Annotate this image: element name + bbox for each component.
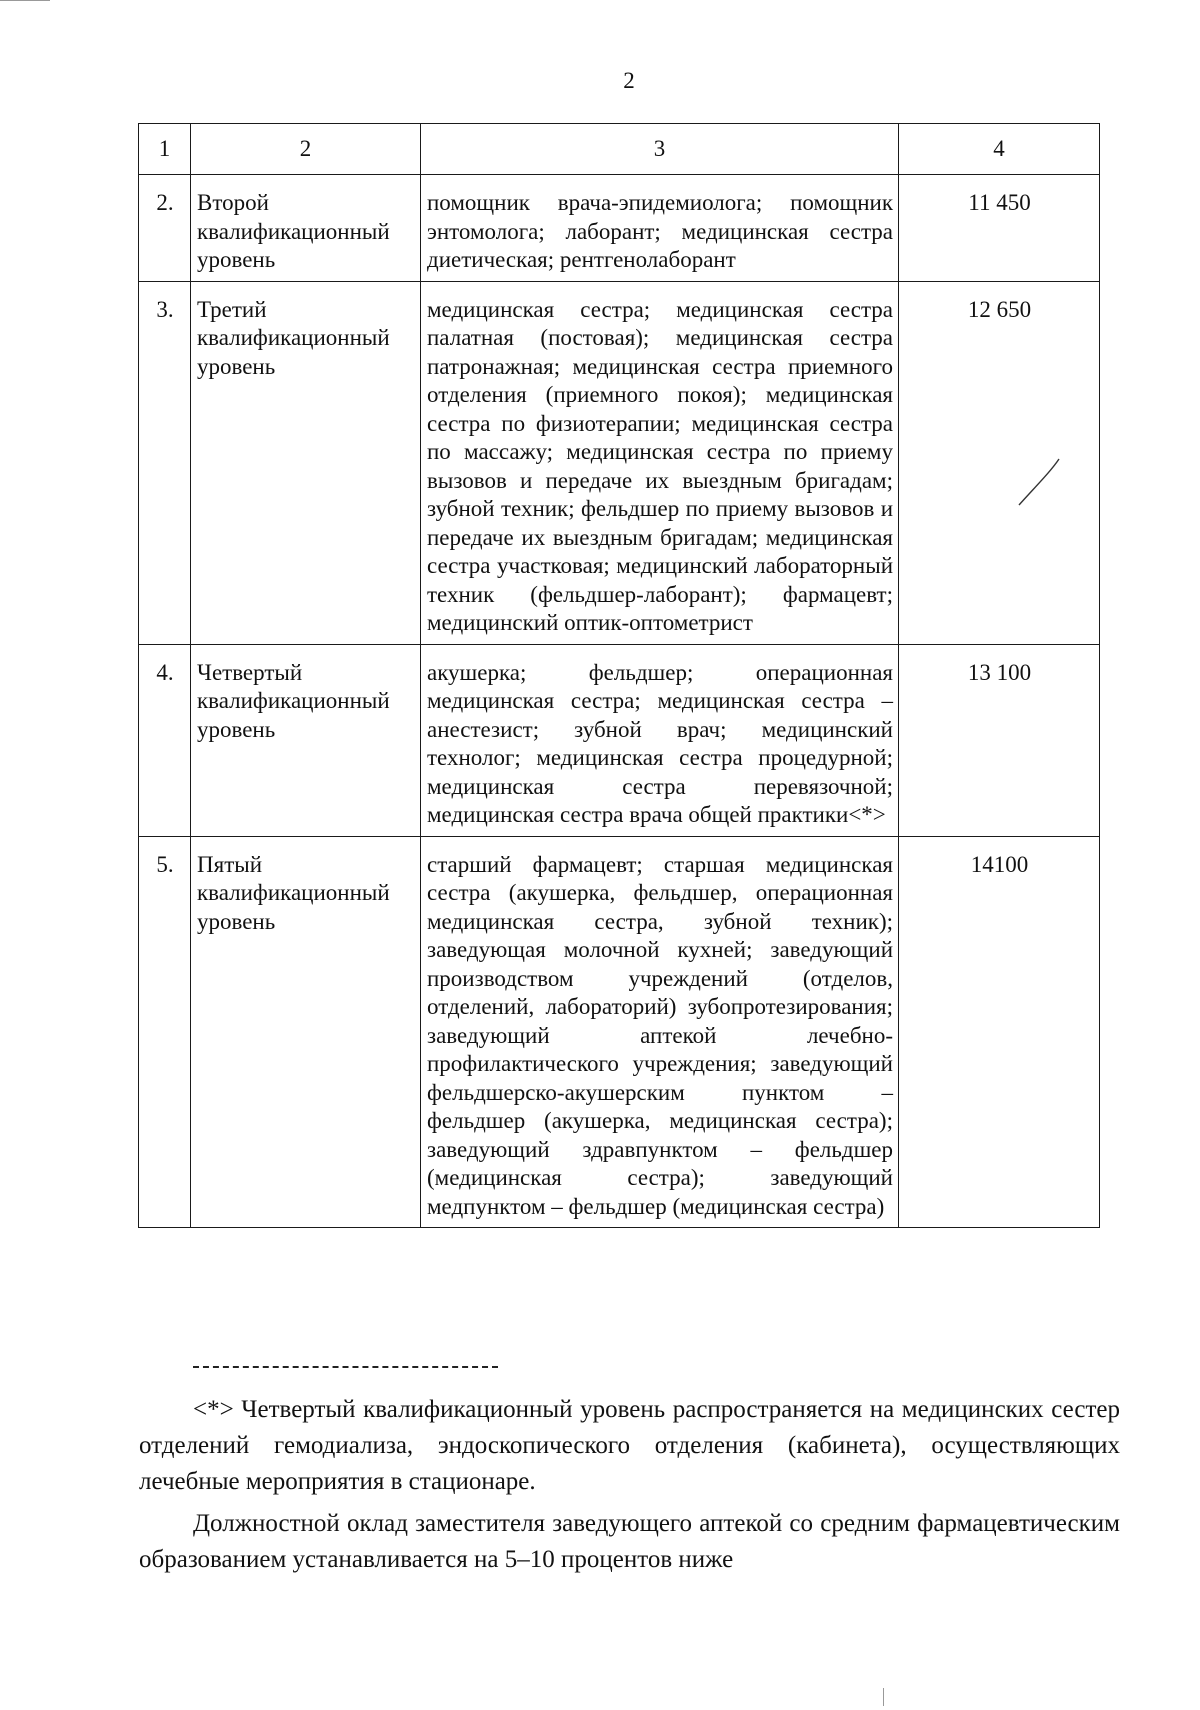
- qualification-level: Четвертый квалификационный уровень: [191, 644, 421, 836]
- positions-list: помощник врача-эпидемиолога; помощник энтомолога; лаборант; медицинская сестра диетическая; рентгенолаборант: [421, 175, 899, 282]
- scan-artifact: [883, 1688, 884, 1706]
- positions-list: старший фармацевт; старшая медицинская сестра (акушерка, фельдшер, операционная медицинская сестра, зубной техник); заведующая молочной кухней; заведующий производством учреждений (отделов, отделений, лабораторий) зубопротезирования; заведующий аптекой лечебно-профилактического учреждения; заведующий фельдшерско-акушерским пунктом – фельдшер (акушерка, медицинская сестра); заведующий здравпунктом – фельдшер (медицинская сестра); заведующий медпунктом – фельдшер (медицинская сестра): [421, 836, 899, 1228]
- footnote-text: <*> Четвертый квалификационный уровень распространяется на медицинских сестер отделений гемодиализа, эндоскопического отделения (кабинета), осуществляющих лечебные мероприятия в стационаре.: [139, 1396, 1120, 1495]
- header-cell: 2: [191, 124, 421, 175]
- row-number: 5.: [139, 836, 191, 1228]
- page-number: 2: [623, 68, 635, 93]
- salary-amount: 11 450: [899, 175, 1100, 282]
- scan-artifact: [0, 0, 50, 1]
- salary-amount: 13 100: [899, 644, 1100, 836]
- qualification-level: Пятый квалификационный уровень: [191, 836, 421, 1228]
- table-row: [139, 281, 1100, 644]
- footnote-separator: [193, 1366, 498, 1368]
- positions-list: акушерка; фельдшер; операционная медицинская сестра; медицинская сестра – анестезист; зубной врач; медицинский технолог; медицинская сестра процедурной; медицинская сестра перевязочной; медицинская сестра врача общей практики<*>: [421, 644, 899, 836]
- header-cell: 1: [139, 124, 191, 175]
- row-number: 2.: [139, 175, 191, 282]
- positions-list: медицинская сестра; медицинская сестра палатная (постовая); медицинская сестра патронажная; медицинская сестра приемного отделения (приемного покоя); медицинская сестра по физиотерапии; медицинская сестра по массажу; медицинская сестра по приему вызовов и передаче их выездным бригадам; зубной техник; фельдшер по приему вызовов и передаче их выездным бригадам; медицинская сестра участковая; медицинский лабораторный техник (фельдшер-лаборант); фармацевт; медицинский оптик-оптометрист: [421, 281, 899, 644]
- header-cell: 3: [421, 124, 899, 175]
- table-header-row: [139, 124, 1100, 175]
- qualification-level: Второй квалификационный уровень: [191, 175, 421, 282]
- pen-mark-icon: [1015, 455, 1065, 510]
- header-cell: 4: [899, 124, 1100, 175]
- qualification-table: [138, 123, 1100, 1228]
- row-number: 3.: [139, 281, 191, 644]
- table-row: [139, 175, 1100, 282]
- salary-amount: 12 650: [899, 281, 1100, 644]
- body-paragraph: Должностной оклад заместителя заведующего аптекой со средним фармацевтическим образованием устанавливается на 5–10 процентов ниже: [139, 1510, 1120, 1573]
- table-row: [139, 644, 1100, 836]
- salary-amount: 14100: [899, 836, 1100, 1228]
- qualification-level: Третий квалификационный уровень: [191, 281, 421, 644]
- row-number: 4.: [139, 644, 191, 836]
- table-row: [139, 836, 1100, 1228]
